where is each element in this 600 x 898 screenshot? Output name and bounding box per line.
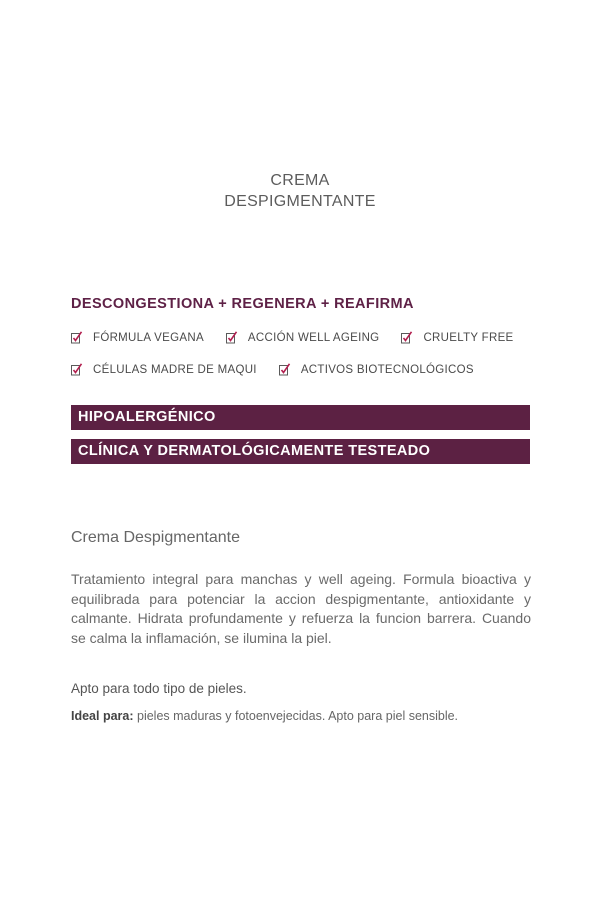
feature-item <box>71 363 257 376</box>
feature-item <box>71 331 204 344</box>
feature-label: ACTIVOS BIOTECNOLÓGICOS <box>300 363 474 376</box>
product-title-line-1: CREMA <box>270 172 330 189</box>
check-icon <box>279 363 291 376</box>
feature-label: CÉLULAS MADRE DE MAQUI <box>93 363 257 376</box>
check-icon <box>71 331 83 344</box>
hypoallergenic-band: HIPOALERGÉNICO <box>71 405 530 430</box>
check-icon <box>226 331 238 344</box>
skin-type-note: Apto para todo tipo de pieles. <box>71 681 247 696</box>
benefits-tagline: DESCONGESTIONA + REGENERA + REAFIRMA <box>71 296 414 312</box>
tested-band: CLÍNICA Y DERMATOLÓGICAMENTE TESTEADO <box>71 439 530 464</box>
feature-label: CRUELTY FREE <box>423 331 514 344</box>
product-title <box>0 170 600 212</box>
description-body: Tratamiento integral para manchas y well ageing. Formula bioactiva y equilibrada para potenciar la accion despigmentante, antioxidante y calmante. Hidrata profundamente y refuerza la funcion barrera. Cuando se calma la inflamación, se ilumina la piel. <box>71 571 531 646</box>
ideal-for-text: pieles maduras y fotoenvejecidas. Apto para piel sensible. <box>133 709 459 723</box>
feature-row-2 <box>71 363 496 376</box>
check-icon <box>71 363 83 376</box>
check-icon <box>401 331 413 344</box>
feature-item <box>401 331 513 344</box>
feature-label: ACCIÓN WELL AGEING <box>247 331 380 344</box>
feature-row-1 <box>71 331 536 344</box>
feature-item <box>226 331 380 344</box>
feature-item <box>279 363 474 376</box>
product-title-line-2: DESPIGMENTANTE <box>224 193 376 210</box>
feature-label: FÓRMULA VEGANA <box>93 331 204 344</box>
ideal-for-label: Ideal para: <box>71 709 134 723</box>
description-heading: Crema Despigmentante <box>71 529 240 546</box>
ideal-for-line <box>71 709 458 723</box>
